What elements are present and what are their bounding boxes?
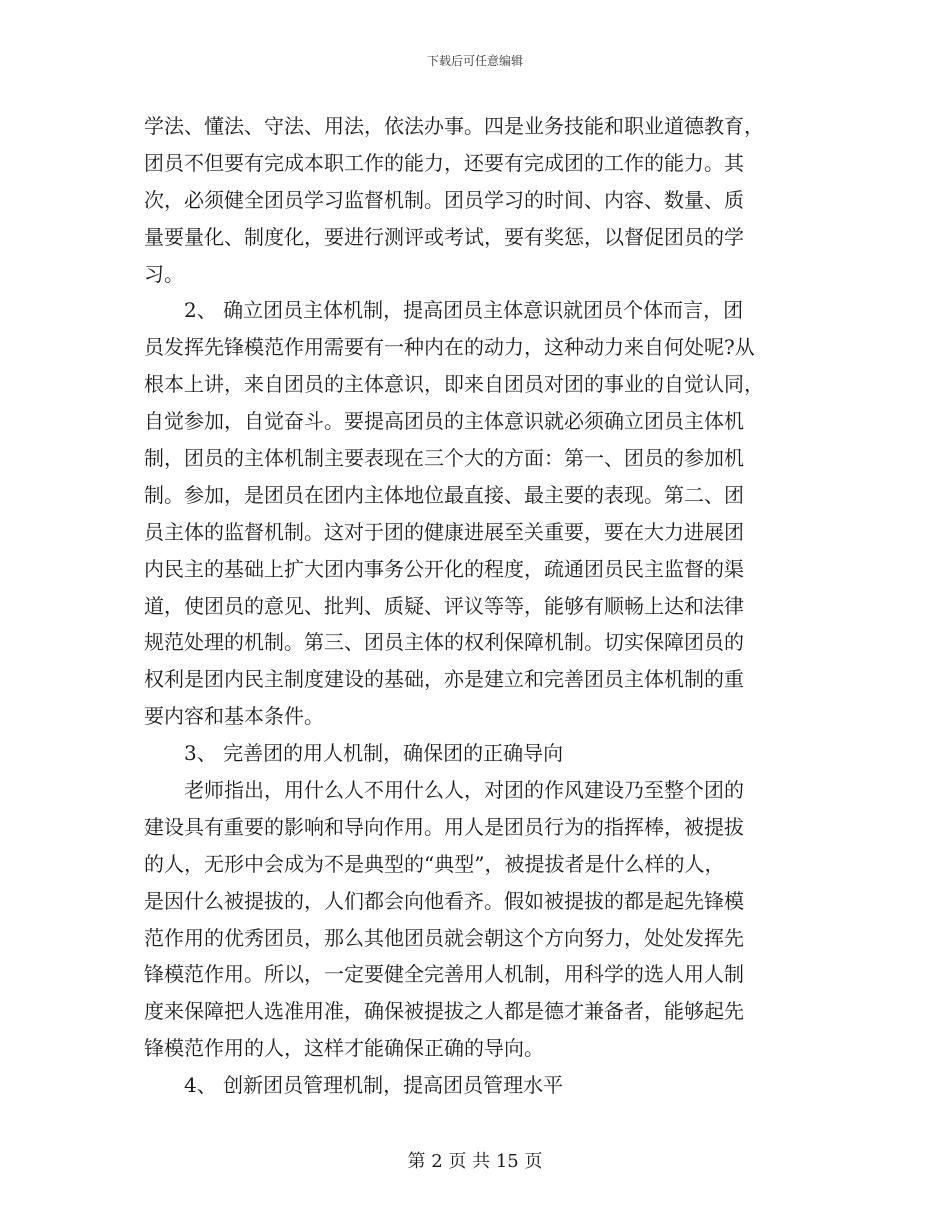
text-line: 制，团员的主体机制主要表现在三个大的方面：第一、团员的参加机 xyxy=(144,446,744,471)
text-line: 根本上讲，来自团员的主体意识，即来自团员对团的事业的自觉认同， xyxy=(144,372,764,397)
text-line: 是因什么被提拔的，人们都会向他看齐。假如被提拔的都是起先锋模 xyxy=(144,888,744,913)
section-2-heading: 2、 确立团员主体机制，提高团员主体意识就团员个体而言，团 xyxy=(144,298,744,323)
page-number-footer: 第 2 页 共 15 页 xyxy=(407,1151,543,1172)
text-line: 要内容和基本条件。 xyxy=(144,704,324,729)
page-header: 下载后可任意编辑 xyxy=(426,54,523,68)
text-line: 习。 xyxy=(144,261,184,286)
text-line: 范作用的优秀团员，那么其他团员就会朝这个方向努力，处处发挥先 xyxy=(144,925,744,950)
section-3-heading: 3、 完善团的用人机制，确保团的正确导向 xyxy=(144,741,564,766)
text-line: 规范处理的机制。第三、团员主体的权利保障机制。切实保障团员的 xyxy=(144,630,744,655)
text-line: 制。参加，是团员在团内主体地位最直接、最主要的表现。第二、团 xyxy=(144,482,744,507)
text-line: 道，使团员的意见、批判、质疑、评议等等，能够有顺畅上达和法律 xyxy=(144,593,744,618)
text-line: 量要量化、制度化，要进行测评或考试，要有奖惩，以督促团员的学 xyxy=(144,224,744,249)
text-line: 学法、懂法、守法、用法，依法办事。四是业务技能和职业道德教育， xyxy=(144,114,764,138)
document-body xyxy=(144,108,808,1104)
text-line: 自觉参加，自觉奋斗。要提高团员的主体意识就必须确立团员主体机 xyxy=(144,409,744,434)
text-line: 锋模范作用。所以，一定要健全完善用人机制，用科学的选人用人制 xyxy=(144,962,744,987)
text-line: 员主体的监督机制。这对于团的健康进展至关重要，要在大力进展团 xyxy=(144,519,744,544)
text-line: 团员不但要有完成本职工作的能力，还要有完成团的工作的能力。其 xyxy=(144,150,744,175)
text-line: 次，必须健全团员学习监督机制。团员学习的时间、内容、数量、质 xyxy=(144,187,744,212)
section-4-heading: 4、 创新团员管理机制，提高团员管理水平 xyxy=(144,1073,564,1098)
text-line: 锋模范作用的人，这样才能确保正确的导向。 xyxy=(144,1036,544,1061)
text-line: 内民主的基础上扩大团内事务公开化的程度，疏通团员民主监督的渠 xyxy=(144,556,744,581)
text-line: 度来保障把人选准用准，确保被提拔之人都是德才兼备者，能够起先 xyxy=(144,999,744,1024)
text-line: 老师指出，用什么人不用什么人，对团的作风建设乃至整个团的 xyxy=(144,778,744,803)
text-line: 建设具有重要的影响和导向作用。用人是团员行为的指挥棒，被提拔 xyxy=(144,814,744,839)
text-line: 权利是团内民主制度建设的基础，亦是建立和完善团员主体机制的重 xyxy=(144,667,744,692)
text-line: 员发挥先锋模范作用需要有一种内在的动力，这种动力来自何处呢?从 xyxy=(144,335,755,360)
text-line: 的人，无形中会成为不是典型的“典型”，被提拔者是什么样的人， xyxy=(144,851,725,876)
